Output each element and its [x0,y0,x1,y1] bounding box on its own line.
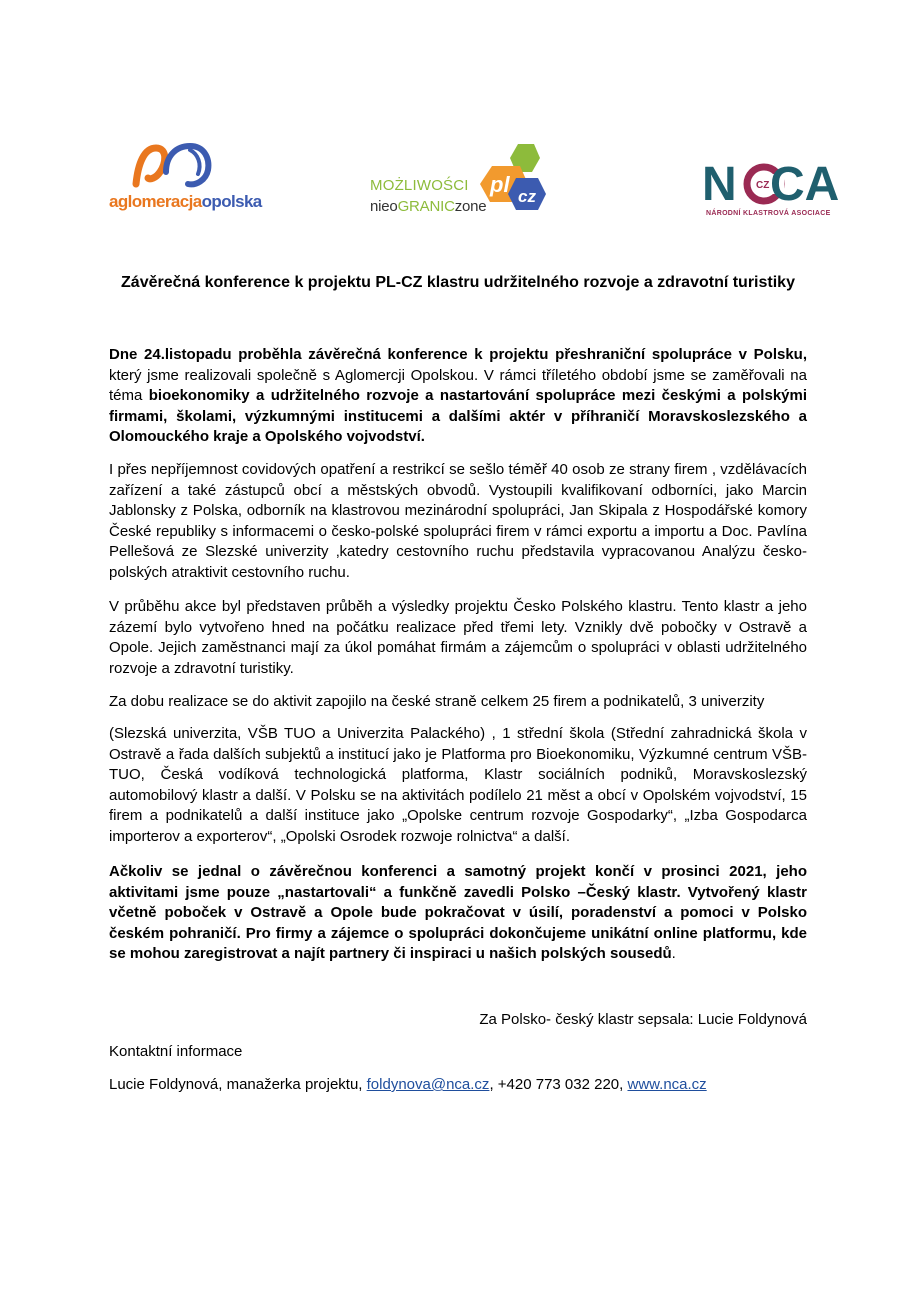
contact-heading: Kontaktní informace [109,1043,243,1060]
conclusion-end: . [671,945,676,963]
line2-part-a: nieo [370,198,398,215]
document-title: Závěrečná konference k projektu PL-CZ klastru udržitelného rozvoje a zdravotní turistiky [121,274,795,291]
paragraph-speakers: I přes nepříjemnost covidových opatření a restrikcí se sešlo téměř 40 osob ze strany firem , vzdělávacích zařízení a také zástupců obcí a městských obvodů. Vystoupili kvalifikovaní odborníci, jako Marcin Jablonsky z Polska, odborník na klastrovou mezinárodní spolupráci, Jan Skipala z Hospodářské komory České republiky s informacemi o česko-polské spolupráci firem v rámci exportu a importu a Doc. Pavlína Pellešová ze Slezské univerzity ‚katedry cestovního ruchu představila vypracovanou Analýzu česko-polských atraktivit cestovního ruchu. [109,461,807,581]
intro-text: který jsme realizovali společně s Aglomercji Opolskou. V rámci tříletého období jsme se zaměřovali na téma [109,366,807,405]
nca-letters-ca: CA [770,158,840,211]
website-link[interactable]: www.nca.cz [627,1076,707,1093]
aglomeracja-word-part2: opolska [201,192,262,211]
paragraph-participants: Za dobu realizace se do aktivit zapojilo na české straně celkem 25 firem a podnikatelů, 3 univerzity [109,693,765,710]
paragraph-cluster: V průběhu akce byl představen průběh a výsledky projektu Česko Polského klastru. Tento klastr a jeho zázemí bylo vytvořeno hned na počátku realizace před třemi lety. Vznikly dvě pobočky v Ostravě a Opole. Jejich zaměstnanci mají za úkol pomáhat firmám a zájemcům o spolupráci v oblasti udržitelného rozvoje a zdravotní turistiky. [109,598,807,677]
intro-bold-lead: Dne 24.listopadu proběhla závěrečná konference k projektu přeshraniční spolupráce v Polsku, [109,346,807,363]
line2-part-b: GRANIC [397,198,455,215]
contact-phone: , +420 773 032 220, [489,1076,628,1093]
nca-letter-n: N [702,158,737,211]
nca-logo [700,156,840,222]
aglomeracja-wordmark [109,192,262,212]
mozliwosci-line1: MOŻLIWOŚCI [370,177,469,194]
aglomeracja-word-part1: aglomeracja [109,192,202,211]
paragraph-intro [109,345,807,448]
badge-pl-text: pl [490,172,510,197]
nca-wordmark-icon [700,156,840,211]
mozliwosci-line2 [370,198,486,215]
mozliwosci-logo [368,140,554,222]
aglomeracja-opolska-logo [108,142,262,220]
contact-name: Lucie Foldynová, manažerka projektu, [109,1076,367,1093]
line2-part-c: zone [454,198,487,215]
signature-line: Za Polsko- český klastr sepsala: Lucie Foldynová [479,1011,807,1028]
paragraph-conclusion [109,862,807,965]
nca-subtitle: NÁRODNÍ KLASTROVÁ ASOCIACE [706,210,831,217]
badge-cz-text: cz [518,187,536,206]
nca-cz-badge: CZ [756,180,770,191]
contact-line [109,1076,707,1093]
conclusion-bold: Ačkoliv se jednal o závěrečnou konferenci a samotný projekt končí v prosinci 2021, jeho aktivitami jsme pouze „nastartovali“ a funkčně zavedli Polsko –Český klastr. Vytvořený klastr včetně poboček v Ostravě a Opole bude pokračovat v úsilí, poradenství a pomoci v Polsko českém pohraničí. Pro firmy a zájemce o spolupráci dokončujeme unikátní online platformu, kde se mohou zaregistrovat a najít partnery či inspiraci u našich polských sousedů [109,863,807,963]
aglomeracja-mark-icon [108,142,258,192]
email-link[interactable]: foldynova@nca.cz [366,1076,490,1093]
paragraph-institutions: (Slezská univerzita, VŠB TUO a Univerzita Palackého) , 1 střední škola (Střední zahradnická škola v Ostravě a řada dalších subjektů a institucí jako je Platforma pro Bioekonomiku, Výzkumné centrum VŠB-TUO, Česká vodíková technologická platforma, Klastr sociálních podniků, Moravskoslezský automobilový klastr a další. V Polsku se na aktivitách podílelo 21 měst a obcí v Opolském vojvodství, 15 firem a podnikatelů a další instituce jako „Opolske centrum rozvoje Gospodarky“, „Izba Gospodarca importerov a exporterov“, „Opolski Osrodek rozwoje rolnictva“ a další. [109,725,807,845]
intro-bold-tail: bioekonomiky a udržitelného rozvoje a nastartování spolupráce mezi českými a polskými firmami, školami, výzkumnými institucemi a dalšími aktér v příhraničí Moravskoslezského a Olomouckého kraje a Opolského vojvodství. [109,387,808,446]
